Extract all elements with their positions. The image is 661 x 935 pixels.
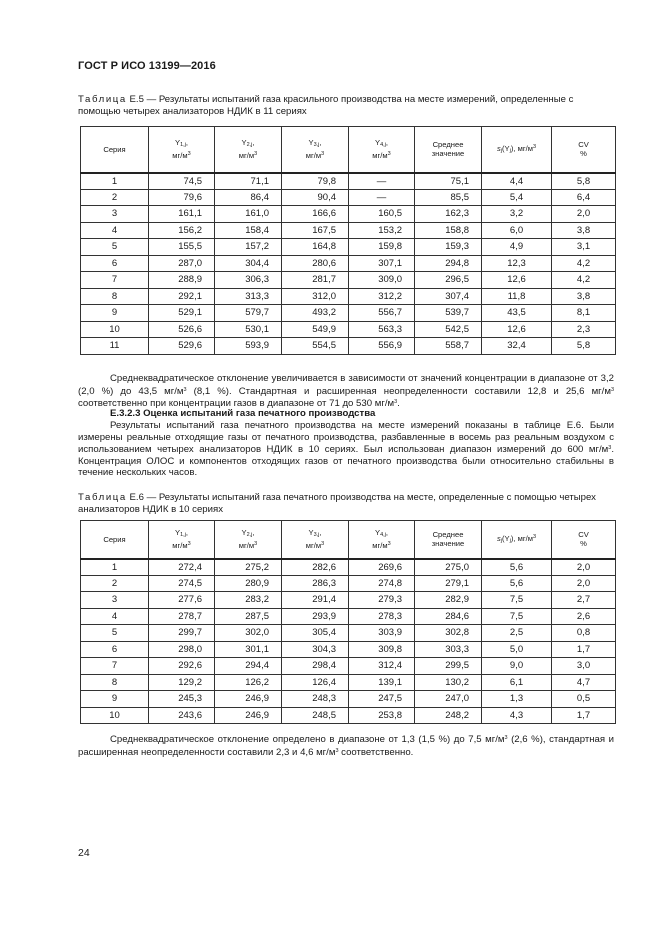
cell-cv: 2,3: [552, 321, 616, 338]
cell-y1: 243,6: [149, 707, 215, 724]
cell-y1: 79,6: [149, 189, 215, 206]
header-y4: $Y_{4,j}$, $мг/м^3$: [349, 127, 415, 173]
cell-cv: 4,2: [552, 255, 616, 272]
cell-y2: 280,9: [215, 575, 282, 592]
cell-mean: 282,9: [415, 592, 482, 609]
cell-y1: 526,6: [149, 321, 215, 338]
cell-cv: 6,4: [552, 189, 616, 206]
cell-cv: 5,8: [552, 338, 616, 355]
cell-mean: 75,1: [415, 173, 482, 190]
cell-sd: 12,6: [482, 321, 552, 338]
cell-y2: 157,2: [215, 239, 282, 256]
cell-mean: 302,8: [415, 625, 482, 642]
cell-y1: 155,5: [149, 239, 215, 256]
table-row: [81, 272, 616, 289]
cell-y2: 294,4: [215, 658, 282, 675]
cell-mean: 162,3: [415, 206, 482, 223]
cell-series: 3: [81, 592, 149, 609]
cell-y3: 164,8: [282, 239, 349, 256]
cell-y3: 280,6: [282, 255, 349, 272]
cell-y2: 126,2: [215, 674, 282, 691]
cell-y2: 306,3: [215, 272, 282, 289]
cell-y3: 549,9: [282, 321, 349, 338]
cell-mean: 85,5: [415, 189, 482, 206]
cell-y4: 312,2: [349, 288, 415, 305]
header-y3: $Y_{3,j}$, $мг/м^3$: [282, 127, 349, 173]
cell-mean: 299,5: [415, 658, 482, 675]
cell-y3: 554,5: [282, 338, 349, 355]
cell-sd: 6,1: [482, 674, 552, 691]
cell-y2: 161,0: [215, 206, 282, 223]
cell-y2: 313,3: [215, 288, 282, 305]
cell-y4: —: [349, 173, 415, 190]
cell-sd: 5,6: [482, 559, 552, 576]
cell-cv: 2,7: [552, 592, 616, 609]
cell-y1: 74,5: [149, 173, 215, 190]
cell-mean: 539,7: [415, 305, 482, 322]
table-e6: [80, 520, 616, 724]
page-number: 24: [78, 847, 90, 859]
cell-cv: 2,6: [552, 608, 616, 625]
section-title: Е.3.2.3 Оценка испытаний газа печатного производства: [110, 408, 376, 419]
paragraph-printing-results: Результаты испытаний газа печатного производства на месте измерений показаны в таблице Е.6. Были измерены реальные отходящие газы от печатного производства, разбавленные в восемь раз реальным воздухом с использованием четырех анализаторов НДИК в 10 сериях. Был использован диапазон измерений до 600 $мг/м^3$. Концентрация ОЛОС и компонентов отходящих газов от печатного производства были относительно стабильны в течение нескольких часов.: [78, 420, 614, 479]
header-y1: $Y_{1,j}$, $мг/м^3$: [149, 127, 215, 173]
cell-y3: 167,5: [282, 222, 349, 239]
cell-mean: 275,0: [415, 559, 482, 576]
cell-cv: 3,8: [552, 222, 616, 239]
cell-series: 1: [81, 559, 149, 576]
cell-y2: 158,4: [215, 222, 282, 239]
cell-series: 7: [81, 658, 149, 675]
cell-y2: 246,9: [215, 691, 282, 708]
caption-text: Е.5 — Результаты испытаний газа красильного производства на месте измерений, определенные с помощью четырех анализаторов НДИК в 11 сериях: [78, 94, 574, 117]
cell-cv: 5,8: [552, 173, 616, 190]
paragraph-sd-dyeing: Среднеквадратическое отклонение увеличивается в зависимости от значений концентрации в диапазоне от 3,2 (2,0 %) до 43,5 $мг/м^3$ (8,1 %). Стандартная и расширенная неопределенности составили 12,8 и 25,6 $мг/м^3$ соответственно при концентрации газов в диапазоне от 71 до 530 $мг/м^3$.: [78, 373, 614, 410]
cell-series: 3: [81, 206, 149, 223]
table-row: [81, 189, 616, 206]
cell-y2: 71,1: [215, 173, 282, 190]
document-header: ГОСТ Р ИСО 13199—2016: [78, 60, 216, 72]
caption-table-word: Таблица: [78, 492, 127, 503]
cell-y1: 292,1: [149, 288, 215, 305]
cell-sd: 7,5: [482, 592, 552, 609]
cell-mean: 307,4: [415, 288, 482, 305]
cell-series: 2: [81, 189, 149, 206]
table-e5-caption: [78, 94, 618, 118]
cell-y2: 304,4: [215, 255, 282, 272]
cell-mean: 158,8: [415, 222, 482, 239]
cell-y1: 288,9: [149, 272, 215, 289]
cell-sd: 32,4: [482, 338, 552, 355]
table-row: [81, 592, 616, 609]
cell-y4: 278,3: [349, 608, 415, 625]
cell-series: 11: [81, 338, 149, 355]
header-y3: $Y_{3,j}$, $мг/м^3$: [282, 521, 349, 559]
cell-series: 5: [81, 239, 149, 256]
cell-cv: 4,2: [552, 272, 616, 289]
cell-y2: 301,1: [215, 641, 282, 658]
cell-y3: 281,7: [282, 272, 349, 289]
caption-table-word: Таблица: [78, 94, 127, 105]
table-row: [81, 625, 616, 642]
cell-cv: 3,0: [552, 658, 616, 675]
table-row: [81, 674, 616, 691]
cell-y3: 248,3: [282, 691, 349, 708]
cell-sd: 7,5: [482, 608, 552, 625]
cell-series: 9: [81, 305, 149, 322]
cell-y2: 246,9: [215, 707, 282, 724]
table-e5-body: [81, 173, 616, 355]
cell-y4: 274,8: [349, 575, 415, 592]
cell-cv: 2,0: [552, 575, 616, 592]
cell-y1: 245,3: [149, 691, 215, 708]
cell-series: 7: [81, 272, 149, 289]
cell-sd: 3,2: [482, 206, 552, 223]
cell-y2: 287,5: [215, 608, 282, 625]
header-y2: $Y_{2,j}$, $мг/м^3$: [215, 521, 282, 559]
table-row: [81, 206, 616, 223]
cell-mean: 303,3: [415, 641, 482, 658]
cell-y3: 90,4: [282, 189, 349, 206]
cell-sd: 4,3: [482, 707, 552, 724]
table-row: [81, 608, 616, 625]
cell-y3: 166,6: [282, 206, 349, 223]
cell-series: 10: [81, 707, 149, 724]
cell-series: 6: [81, 255, 149, 272]
cell-y4: 563,3: [349, 321, 415, 338]
cell-y1: 156,2: [149, 222, 215, 239]
cell-y4: 309,0: [349, 272, 415, 289]
table-row: [81, 305, 616, 322]
cell-y2: 579,7: [215, 305, 282, 322]
cell-sd: 43,5: [482, 305, 552, 322]
cell-y4: 312,4: [349, 658, 415, 675]
header-y4: $Y_{4,j}$, $мг/м^3$: [349, 521, 415, 559]
cell-y3: 79,8: [282, 173, 349, 190]
cell-y3: 286,3: [282, 575, 349, 592]
cell-y3: 282,6: [282, 559, 349, 576]
cell-mean: 558,7: [415, 338, 482, 355]
cell-series: 6: [81, 641, 149, 658]
cell-y2: 283,2: [215, 592, 282, 609]
table-row: [81, 255, 616, 272]
header-series: Серия: [81, 521, 149, 559]
cell-sd: 11,8: [482, 288, 552, 305]
cell-mean: 130,2: [415, 674, 482, 691]
cell-series: 1: [81, 173, 149, 190]
cell-y3: 305,4: [282, 625, 349, 642]
cell-series: 9: [81, 691, 149, 708]
cell-sd: 1,3: [482, 691, 552, 708]
cell-cv: 3,1: [552, 239, 616, 256]
cell-y3: 126,4: [282, 674, 349, 691]
table-row: [81, 575, 616, 592]
header-mean: Среднее значение: [415, 127, 482, 173]
cell-y3: 248,5: [282, 707, 349, 724]
cell-cv: 3,8: [552, 288, 616, 305]
header-mean: Среднее значение: [415, 521, 482, 559]
table-row: [81, 641, 616, 658]
cell-y2: 593,9: [215, 338, 282, 355]
cell-y1: 529,6: [149, 338, 215, 355]
cell-y1: 292,6: [149, 658, 215, 675]
cell-sd: 9,0: [482, 658, 552, 675]
cell-mean: 159,3: [415, 239, 482, 256]
cell-series: 8: [81, 674, 149, 691]
cell-sd: 5,0: [482, 641, 552, 658]
cell-y4: 556,9: [349, 338, 415, 355]
cell-y3: 291,4: [282, 592, 349, 609]
cell-y2: 530,1: [215, 321, 282, 338]
cell-cv: 2,0: [552, 206, 616, 223]
cell-y1: 298,0: [149, 641, 215, 658]
header-y1: $Y_{1,j}$, $мг/м^3$: [149, 521, 215, 559]
cell-series: 8: [81, 288, 149, 305]
cell-y4: 153,2: [349, 222, 415, 239]
cell-series: 4: [81, 608, 149, 625]
paragraph-sd-printing: Среднеквадратическое отклонение определено в диапазоне от 1,3 (1,5 %) до 7,5 $мг/м^3$ (2,6 %), стандартная и расширенная неопределенности составили 2,3 и 4,6 $мг/м^3$ соответственно.: [78, 734, 614, 758]
cell-sd: 12,3: [482, 255, 552, 272]
header-series: Серия: [81, 127, 149, 173]
cell-mean: 296,5: [415, 272, 482, 289]
cell-mean: 279,1: [415, 575, 482, 592]
header-sd: $s_j(Y_j)$, $мг/м^3$: [482, 127, 552, 173]
cell-y4: 247,5: [349, 691, 415, 708]
table-e6-body: [81, 559, 616, 724]
cell-series: 2: [81, 575, 149, 592]
header-y2: $Y_{2,j}$, $мг/м^3$: [215, 127, 282, 173]
cell-y3: 304,3: [282, 641, 349, 658]
cell-y2: 302,0: [215, 625, 282, 642]
cell-y4: 307,1: [349, 255, 415, 272]
table-row: [81, 321, 616, 338]
cell-y4: 303,9: [349, 625, 415, 642]
caption-text: Е.6 — Результаты испытаний газа печатного производства на месте, определенные с помощью четырех анализаторов НДИК в 10 сериях: [78, 492, 596, 515]
table-header-row: [81, 127, 616, 173]
cell-series: 5: [81, 625, 149, 642]
table-row: [81, 239, 616, 256]
cell-y1: 274,5: [149, 575, 215, 592]
cell-y1: 277,6: [149, 592, 215, 609]
cell-y4: 309,8: [349, 641, 415, 658]
header-cv: CV %: [552, 521, 616, 559]
table-row: [81, 173, 616, 190]
table-e5: [80, 126, 616, 355]
cell-mean: 294,8: [415, 255, 482, 272]
cell-mean: 248,2: [415, 707, 482, 724]
cell-y4: 159,8: [349, 239, 415, 256]
table-row: [81, 559, 616, 576]
cell-y1: 529,1: [149, 305, 215, 322]
table-row: [81, 658, 616, 675]
cell-y3: 493,2: [282, 305, 349, 322]
cell-y3: 293,9: [282, 608, 349, 625]
cell-y1: 129,2: [149, 674, 215, 691]
cell-mean: 284,6: [415, 608, 482, 625]
cell-cv: 0,5: [552, 691, 616, 708]
cell-cv: 4,7: [552, 674, 616, 691]
table-row: [81, 288, 616, 305]
cell-series: 4: [81, 222, 149, 239]
header-sd: $s_j(Y_j)$, $мг/м^3$: [482, 521, 552, 559]
table-row: [81, 707, 616, 724]
cell-y3: 312,0: [282, 288, 349, 305]
cell-y1: 287,0: [149, 255, 215, 272]
table-row: [81, 691, 616, 708]
cell-y1: 161,1: [149, 206, 215, 223]
cell-sd: 12,6: [482, 272, 552, 289]
cell-y2: 86,4: [215, 189, 282, 206]
cell-y3: 298,4: [282, 658, 349, 675]
cell-cv: 8,1: [552, 305, 616, 322]
table-header-row: [81, 521, 616, 559]
cell-cv: 1,7: [552, 641, 616, 658]
cell-sd: 6,0: [482, 222, 552, 239]
header-cv: CV %: [552, 127, 616, 173]
table-row: [81, 338, 616, 355]
cell-sd: 2,5: [482, 625, 552, 642]
cell-y1: 299,7: [149, 625, 215, 642]
cell-series: 10: [81, 321, 149, 338]
cell-y4: 556,7: [349, 305, 415, 322]
table-row: [81, 222, 616, 239]
cell-y1: 272,4: [149, 559, 215, 576]
cell-mean: 247,0: [415, 691, 482, 708]
cell-mean: 542,5: [415, 321, 482, 338]
cell-y4: 269,6: [349, 559, 415, 576]
cell-y4: 253,8: [349, 707, 415, 724]
cell-cv: 2,0: [552, 559, 616, 576]
table-e6-caption: [78, 492, 618, 516]
cell-sd: 5,6: [482, 575, 552, 592]
cell-y4: —: [349, 189, 415, 206]
cell-sd: 5,4: [482, 189, 552, 206]
cell-y1: 278,7: [149, 608, 215, 625]
cell-sd: 4,4: [482, 173, 552, 190]
cell-y4: 139,1: [349, 674, 415, 691]
cell-sd: 4,9: [482, 239, 552, 256]
cell-y4: 279,3: [349, 592, 415, 609]
cell-cv: 0,8: [552, 625, 616, 642]
cell-y4: 160,5: [349, 206, 415, 223]
cell-cv: 1,7: [552, 707, 616, 724]
cell-y2: 275,2: [215, 559, 282, 576]
